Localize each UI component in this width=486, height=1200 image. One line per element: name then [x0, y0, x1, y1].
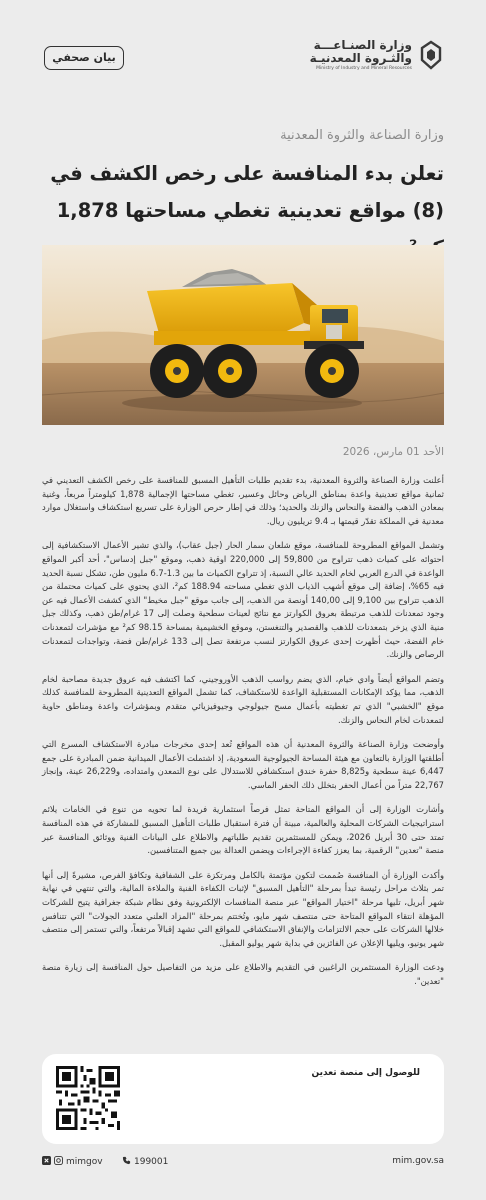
press-release-badge: بيان صحفي	[44, 46, 124, 70]
phone-text: 199001	[134, 1157, 169, 1167]
ministry-logo	[294, 38, 444, 78]
qr-card	[42, 1054, 444, 1144]
publish-date: الأحد 01 مارس، 2026	[342, 446, 444, 458]
footer	[0, 1156, 486, 1186]
x-icon	[42, 1156, 51, 1165]
social-handle-text: mimgov	[66, 1157, 103, 1167]
website-link[interactable]: mim.gov.sa	[392, 1156, 444, 1166]
qr-label: للوصول إلى منصة تعدين	[311, 1068, 420, 1078]
mining-truck-image	[42, 245, 444, 425]
paragraph-2: وتشمل المواقع المطروحة للمنافسة، موقع شلعان سمار الحار (جبل عقاب)، والذي تشير الأعمال الاستكشافية إلى احتوائه على كميات ذهب تتراوح من 59,800 إلى 220,000 اوقية ذهب، وموقع "جبل إدساس"، أحد أكبر المواقع الواعدة في الدرع العربي لخام الحديد عالي النسبة، إذ تتراوح الكميات ما بين 1.3-6.7 مليون طن، تشكل نسبة الحديد فيه 65%، إضافة إلى موقع أشهب الذياب الذي تغطي مساحته 188.94 كم²، الذي يحتوي على كميات محتملة من الذهب تتراوح بين 9,100 إلى 140,00 أونصة من الذهب، إلى جانب موقع "جبل مخيط" الذي كشفت الأعمال فيه عن وجود تمعدنات للذهب مرتبطة بعروق الكوارتز مع نتائج لعينات سطحية وصلت إلى 17 غرام/طن ذهب، وكذلك جبل منية الذي يزخر بتمعدنات للذهب والقصدير والتنغستن، وموقع الخشيمية بمساحة 98.15 كم² مع مؤشرات لتمعدنات خام الفضة، حيث أظهرت إحدى عروق الكوارتز لنسب مرتفعة تصل إلى 133 غرام/طن فضة، وتواجدات لتمعدنات الرصاص والزنك.	[42, 540, 445, 660]
mining-truck-photo	[42, 245, 444, 425]
paragraph-7: ودعت الوزارة المستثمرين الراغبين في التقديم والاطلاع على مزيد من التفاصيل حول المنافسة إلى زيارة منصة "تعدين".	[42, 962, 444, 986]
logo-text-english: Ministry of Industry and Mineral Resources	[316, 66, 412, 71]
phone-number[interactable]	[122, 1156, 168, 1167]
paragraph-4: وأوضحت وزارة الصناعة والثروة المعدنية أن هذه المواقع تُعد إحدى مخرجات مبادرة الاستكشاف المسرع التي أطلقتها الوزارة بالتعاون مع هيئة المساحة الجيولوجية السعودية، إذ اشتملت الأعمال الميدانية ضمن المبادرة على جمع 6,447 عينة سطحية و8,825 حفرة خندق استكشافي للاستدلال على نوع التمعدن وامتداده، و26,229 عينة، وإنجاز 22,767 متراً من أعمال الحفر بتخلل ذلك الحفر الماسي.	[42, 739, 444, 790]
logo-text-line1: وزارة الصنـاعـــة	[313, 38, 412, 52]
ministry-emblem-icon	[418, 40, 444, 70]
qr-code-icon[interactable]	[56, 1066, 120, 1130]
paragraph-5: وأشارت الوزارة إلى أن المواقع المتاحة تمثل فرصاً استثمارية فريدة لما تحويه من تنوع في الخامات يلائم استراتيجيات الشركات المحلية والعالمية، مبينة أن فترة استقبال طلبات التأهيل المسبق للمشاركة في هذه المنافسة تمتد حتى 30 أبريل 2026، ويمكن للمستثمرين تقديم طلباتهم والاطلاع على البيانات الفنية ووثائق المنافسة عبر منصة "تعدين" الرقمية، بما يعزز كفاءة الإجراءات ويضمن العدالة بين جميع المتنافسين.	[42, 804, 444, 856]
ministry-name: وزارة الصناعة والثروة المعدنية	[280, 128, 444, 143]
header	[0, 0, 486, 96]
instagram-icon	[54, 1156, 63, 1165]
article-title: تعلن بدء المنافسة على رخص الكشف في (8) مواقع تعدينية تغطي مساحتها 1,878	[50, 162, 444, 222]
phone-icon	[122, 1156, 131, 1165]
paragraph-1: أعلنت وزارة الصناعة والثروة المعدنية، بدء تقديم طلبات التأهيل المسبق للمنافسة على رخص الكشف التعديني في ثمانية مواقع تعدينية واعدة بمناطق الرياض وحائل وعسير، تغطي مساحتها الإجمالية 1,878 كيلومتراً مربعاً، وغنية بمعادن الذهب والفضة والنحاس والزنك والحديد؛ وذلك في إطار حرص الوزارة على تسريع استكشاف واستغلال موارد معدنية في المملكة تقدّر قيمتها بـ 9.4 تريليون ريال.	[42, 475, 444, 526]
article-body	[42, 474, 444, 1000]
logo-text-line2: والثـروة المعدنيـة	[309, 51, 412, 65]
social-handles[interactable]	[42, 1156, 103, 1167]
paragraph-6: وأكدت الوزارة أن المنافسة صُممت لتكون مؤتمتة بالكامل ومرتكزة على الشفافية وتكافؤ الفرص، مشيرةً إلى أنها تمر بثلاث مراحل رئيسة تبدأ بمرحلة "التأهيل المسبق" لإثبات الكفاءة الفنية والملاءة المالية، والتي تنتهي في نهاية شهر أبريل، تليها مرحلة "اختيار المواقع" عبر منصة المنافسات الإلكترونية وفق نظام شبكة جغرافية يتيح للشركات المؤهلة انتقاء المواقع المتاحة حتى منتصف شهر مايو، وتُختتم بمرحلة "المزاد العلني متعدد الجولات" التي تتنافس خلالها الشركات على حجم الالتزامات والإنفاق الاستكشافي للمواقع التي تشهد إقبالاً مرتفعاً، والتي تستمر إلى منتصف شهر يونيو، ويليها الإعلان عن الفائزين في بداية شهر يوليو المقبل.	[42, 869, 444, 948]
paragraph-3: وتضم المواقع أيضاً وادي خيام، الذي يضم رواسب الذهب الأوروجيني، كما اكتشف فيه عروق جديدة مصاحبة لخام الذهب، مما يؤكد الإمكانات المستقبلية الواعدة للاستكشاف، كما تشمل المواقع التعدينية المطروحة للمنافسة كذلك موقع "الخشبي" الذي تم تغطيته بأعمال مسح جيولوجي وجيوفيزيائي متقدم وبمؤشرات واعدة ومناطق حاوية لتمعدنات لخام النحاس والزنك.	[42, 673, 444, 725]
